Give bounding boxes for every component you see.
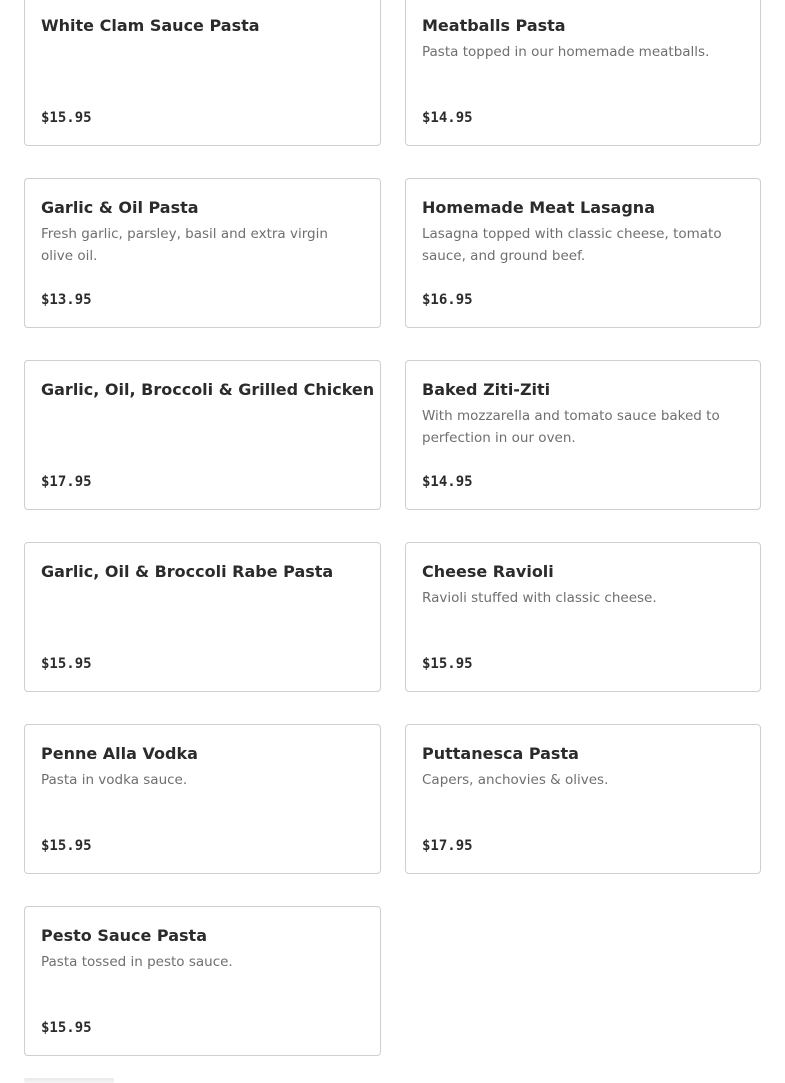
next-section-heading-partial <box>24 1078 114 1083</box>
menu-item-name: Pesto Sauce Pasta <box>41 926 207 945</box>
menu-item-description: Pasta tossed in pesto sauce. <box>41 954 233 970</box>
menu-item-price: $16.95 <box>422 292 473 308</box>
menu-item-name: Penne Alla Vodka <box>41 744 198 763</box>
menu-item-name: Baked Ziti-Ziti <box>422 380 551 399</box>
menu-item-price: $14.95 <box>422 110 473 126</box>
menu-item-card[interactable] <box>24 906 381 1056</box>
menu-item-card[interactable] <box>24 360 381 510</box>
menu-item-description: Fresh garlic, parsley, basil and extra virgin olive oil. <box>41 226 328 264</box>
menu-item-name: Garlic & Oil Pasta <box>41 198 199 217</box>
menu-item-price: $15.95 <box>41 1020 92 1036</box>
menu-item-card[interactable] <box>405 360 761 510</box>
menu-item-name: Meatballs Pasta <box>422 16 566 35</box>
menu-item-description: Capers, anchovies & olives. <box>422 772 609 788</box>
menu-item-card[interactable] <box>405 542 761 692</box>
menu-item-card[interactable] <box>405 0 761 146</box>
menu-item-name: Garlic, Oil & Broccoli Rabe Pasta <box>41 562 334 581</box>
menu-item-description: Lasagna topped with classic cheese, tomato sauce, and ground beef. <box>422 226 722 264</box>
menu-item-price: $15.95 <box>422 656 473 672</box>
menu-item-name: Garlic, Oil, Broccoli & Grilled Chicken <box>41 380 375 399</box>
menu-item-description: Pasta topped in our homemade meatballs. <box>422 44 710 60</box>
menu-item-card[interactable] <box>405 178 761 328</box>
menu-items-grid <box>24 0 761 1056</box>
menu-item-price: $17.95 <box>422 838 473 854</box>
menu-item-name: White Clam Sauce Pasta <box>41 16 260 35</box>
menu-item-price: $13.95 <box>41 292 92 308</box>
menu-item-price: $17.95 <box>41 474 92 490</box>
menu-item-description: With mozzarella and tomato sauce baked to perfection in our oven. <box>422 408 720 446</box>
menu-item-card[interactable] <box>24 542 381 692</box>
menu-item-description: Pasta in vodka sauce. <box>41 772 188 788</box>
menu-item-description: Ravioli stuffed with classic cheese. <box>422 590 657 606</box>
menu-item-name: Cheese Ravioli <box>422 562 554 581</box>
menu-item-name: Homemade Meat Lasagna <box>422 198 655 217</box>
menu-item-price: $15.95 <box>41 656 92 672</box>
menu-item-card[interactable] <box>24 0 381 146</box>
menu-item-price: $15.95 <box>41 110 92 126</box>
menu-item-card[interactable] <box>405 724 761 874</box>
menu-item-price: $14.95 <box>422 474 473 490</box>
menu-item-card[interactable] <box>24 724 381 874</box>
menu-item-card[interactable] <box>24 178 381 328</box>
menu-item-price: $15.95 <box>41 838 92 854</box>
menu-item-name: Puttanesca Pasta <box>422 744 579 763</box>
